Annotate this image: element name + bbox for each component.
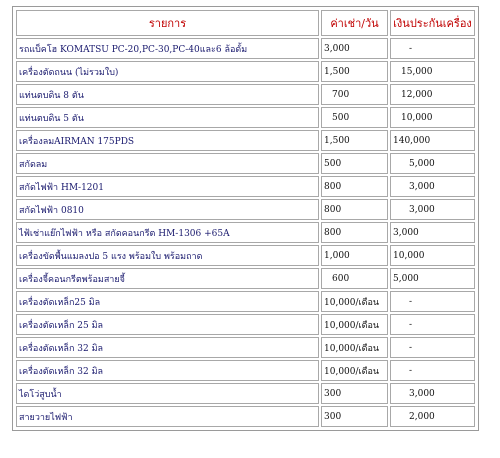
item-cell: เครื่องตัดถนน (ไม่รวมใบ) xyxy=(16,61,319,82)
item-cell: เครื่องตัดเหล็ก 32 มิล xyxy=(16,360,319,381)
item-cell: สกัดไฟฟ้า 0810 xyxy=(16,199,319,220)
rent-cell: 800 xyxy=(321,176,388,197)
rent-cell: 1,500 xyxy=(321,130,388,151)
item-cell: ไฟ้เช่าแย๊กไฟฟ้า หรือ สกัดคอนกรีต HM-1306 +65A xyxy=(16,222,319,243)
rent-cell: 10,000/เดือน xyxy=(321,314,388,335)
deposit-cell: 140,000 xyxy=(390,130,475,151)
deposit-cell: 3,000 xyxy=(390,176,475,197)
header-deposit: เงินประกันเครื่อง xyxy=(390,10,475,36)
item-cell: เครื่องตัดเหล็ก25 มิล xyxy=(16,291,319,312)
item-cell: แท่นตบดิน 5 ตัน xyxy=(16,107,319,128)
deposit-cell: - xyxy=(390,360,475,381)
deposit-cell: 3,000 xyxy=(390,199,475,220)
rent-cell: 500 xyxy=(321,107,388,128)
item-cell: รถแบ็คโฮ KOMATSU PC-20,PC-30,PC-40และ6 ล้อดั้ม xyxy=(16,38,319,59)
item-cell: สกัดไฟฟ้า HM-1201 xyxy=(16,176,319,197)
item-cell: สายวายไฟฟ้า xyxy=(16,406,319,427)
item-cell: เครื่องลมAIRMAN 175PDS xyxy=(16,130,319,151)
deposit-cell: - xyxy=(390,314,475,335)
item-cell: สกัดลม xyxy=(16,153,319,174)
rent-cell: 300 xyxy=(321,383,388,404)
table-row xyxy=(16,153,475,174)
deposit-cell: - xyxy=(390,38,475,59)
rent-cell: 800 xyxy=(321,199,388,220)
deposit-cell: - xyxy=(390,337,475,358)
deposit-cell: 5,000 xyxy=(390,268,475,289)
rent-cell: 800 xyxy=(321,222,388,243)
rent-cell: 10,000/เดือน xyxy=(321,291,388,312)
table-row xyxy=(16,130,475,151)
rent-cell: 700 xyxy=(321,84,388,105)
deposit-cell: 3,000 xyxy=(390,222,475,243)
deposit-cell: 12,000 xyxy=(390,84,475,105)
item-cell: เครื่องจี้คอนกรีตพร้อมสายจี้ xyxy=(16,268,319,289)
table-row xyxy=(16,360,475,381)
table-row xyxy=(16,176,475,197)
table-row xyxy=(16,314,475,335)
deposit-cell: 3,000 xyxy=(390,383,475,404)
deposit-cell: 10,000 xyxy=(390,107,475,128)
table-body xyxy=(16,38,475,427)
table-row xyxy=(16,245,475,266)
rent-cell: 500 xyxy=(321,153,388,174)
rental-price-table xyxy=(12,6,479,431)
item-cell: ไดโว่สูบน้ำ xyxy=(16,383,319,404)
rent-cell: 3,000 xyxy=(321,38,388,59)
rent-cell: 10,000/เดือน xyxy=(321,360,388,381)
rent-cell: 600 xyxy=(321,268,388,289)
table-row xyxy=(16,291,475,312)
table-row xyxy=(16,406,475,427)
item-cell: เครื่องตัดเหล็ก 32 มิล xyxy=(16,337,319,358)
table-row xyxy=(16,199,475,220)
item-cell: เครื่องตัดเหล็ก 25 มิล xyxy=(16,314,319,335)
table-header-row xyxy=(16,10,475,36)
deposit-cell: 15,000 xyxy=(390,61,475,82)
deposit-cell: - xyxy=(390,291,475,312)
rent-cell: 1,500 xyxy=(321,61,388,82)
table-row xyxy=(16,222,475,243)
table-row xyxy=(16,268,475,289)
rent-cell: 1,000 xyxy=(321,245,388,266)
rent-cell: 10,000/เดือน xyxy=(321,337,388,358)
item-cell: แท่นตบดิน 8 ตัน xyxy=(16,84,319,105)
item-cell: เครื่องขัดพื้นแมลงปอ 5 แรง พร้อมใบ พร้อมถาด xyxy=(16,245,319,266)
table-row xyxy=(16,38,475,59)
table-row xyxy=(16,84,475,105)
table-row xyxy=(16,61,475,82)
table-row xyxy=(16,337,475,358)
deposit-cell: 10,000 xyxy=(390,245,475,266)
table-row xyxy=(16,383,475,404)
deposit-cell: 2,000 xyxy=(390,406,475,427)
deposit-cell: 5,000 xyxy=(390,153,475,174)
table-row xyxy=(16,107,475,128)
header-item: รายการ xyxy=(16,10,319,36)
rent-cell: 300 xyxy=(321,406,388,427)
header-rent-per-day: ค่าเช่า/วัน xyxy=(321,10,388,36)
